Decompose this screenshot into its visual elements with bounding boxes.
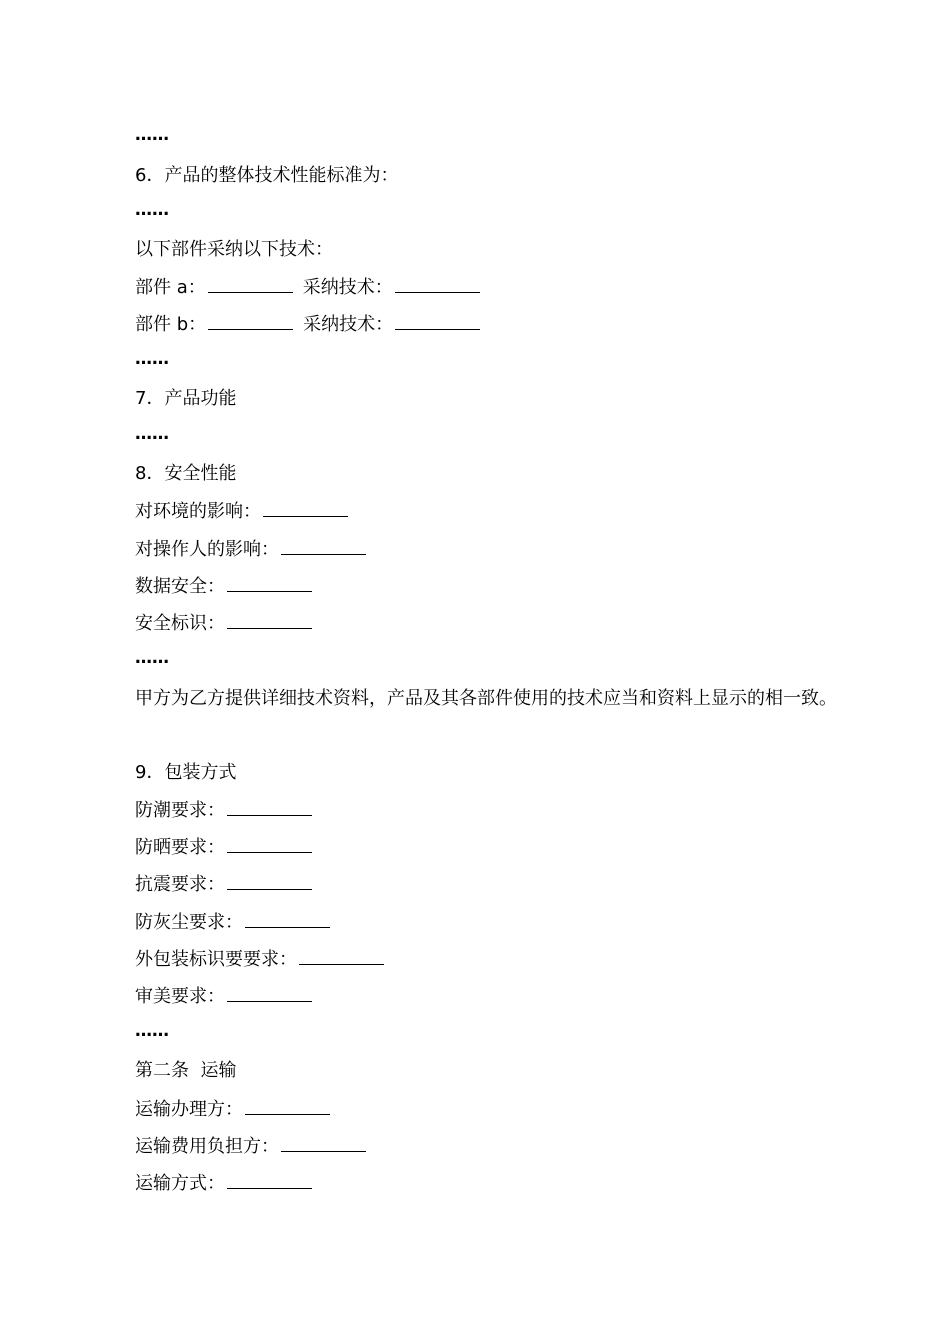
section-6-heading: 6．产品的整体技术性能标准为： <box>135 165 399 186</box>
part-a-row <box>135 274 480 300</box>
section-9-heading: 9．包装方式 <box>135 762 237 783</box>
transport-method-row <box>135 1170 312 1196</box>
outer-mark-label: 外包装标识要要求： <box>135 949 297 970</box>
part-a-blank[interactable] <box>208 274 293 293</box>
article-2-heading: 第二条 运输 <box>135 1060 237 1081</box>
sun-blank[interactable] <box>227 834 312 853</box>
technical-data-paragraph: 甲方为乙方提供详细技术资料，产品及其各部件使用的技术应当和资料上显示的相一致。 <box>135 688 837 709</box>
operator-impact-blank[interactable] <box>281 536 366 555</box>
outer-mark-blank[interactable] <box>299 946 384 965</box>
outer-mark-row <box>135 946 384 972</box>
transport-handler-row <box>135 1096 330 1122</box>
transport-handler-blank[interactable] <box>245 1096 330 1115</box>
part-b-blank[interactable] <box>208 311 293 330</box>
part-a-tech-label: 采纳技术： <box>302 277 393 298</box>
data-safety-blank[interactable] <box>227 573 312 592</box>
ellipsis: …… <box>135 424 169 444</box>
part-a-tech-blank[interactable] <box>395 274 480 293</box>
data-safety-label: 数据安全： <box>135 576 225 597</box>
transport-cost-blank[interactable] <box>281 1133 366 1152</box>
operator-impact-row <box>135 536 366 562</box>
part-b-tech-blank[interactable] <box>395 311 480 330</box>
ellipsis: …… <box>135 200 169 220</box>
env-impact-blank[interactable] <box>263 498 348 517</box>
section-7-heading: 7．产品功能 <box>135 388 237 409</box>
transport-method-label: 运输方式： <box>135 1173 225 1194</box>
aesthetic-blank[interactable] <box>227 983 312 1002</box>
part-b-row <box>135 311 480 337</box>
shock-label: 抗震要求： <box>135 874 225 895</box>
transport-handler-label: 运输办理方： <box>135 1099 243 1120</box>
part-b-label: 部件 b： <box>135 314 207 335</box>
transport-method-blank[interactable] <box>227 1170 312 1189</box>
dust-blank[interactable] <box>245 909 330 928</box>
operator-impact-label: 对操作人的影响： <box>135 539 279 560</box>
aesthetic-row <box>135 983 312 1009</box>
dust-row <box>135 909 330 935</box>
dust-label: 防灰尘要求： <box>135 912 243 933</box>
ellipsis: …… <box>135 1021 169 1041</box>
part-b-tech-label: 采纳技术： <box>303 314 394 335</box>
safety-mark-label: 安全标识： <box>135 613 225 634</box>
shock-row <box>135 871 312 897</box>
sun-row <box>135 834 312 860</box>
ellipsis: …… <box>135 125 169 145</box>
section-6-intro: 以下部件采纳以下技术： <box>135 239 333 260</box>
aesthetic-label: 审美要求： <box>135 986 225 1007</box>
moisture-row <box>135 797 312 823</box>
env-impact-row <box>135 498 348 524</box>
sun-label: 防晒要求： <box>135 837 225 858</box>
ellipsis: …… <box>135 349 169 369</box>
moisture-label: 防潮要求： <box>135 800 225 821</box>
safety-mark-row <box>135 610 312 636</box>
section-8-heading: 8．安全性能 <box>135 463 237 484</box>
data-safety-row <box>135 573 312 599</box>
part-a-label: 部件 a： <box>135 277 206 298</box>
shock-blank[interactable] <box>227 871 312 890</box>
safety-mark-blank[interactable] <box>227 610 312 629</box>
ellipsis: …… <box>135 648 169 668</box>
transport-cost-label: 运输费用负担方： <box>135 1136 279 1157</box>
moisture-blank[interactable] <box>227 797 312 816</box>
transport-cost-row <box>135 1133 366 1159</box>
env-impact-label: 对环境的影响： <box>135 501 261 522</box>
